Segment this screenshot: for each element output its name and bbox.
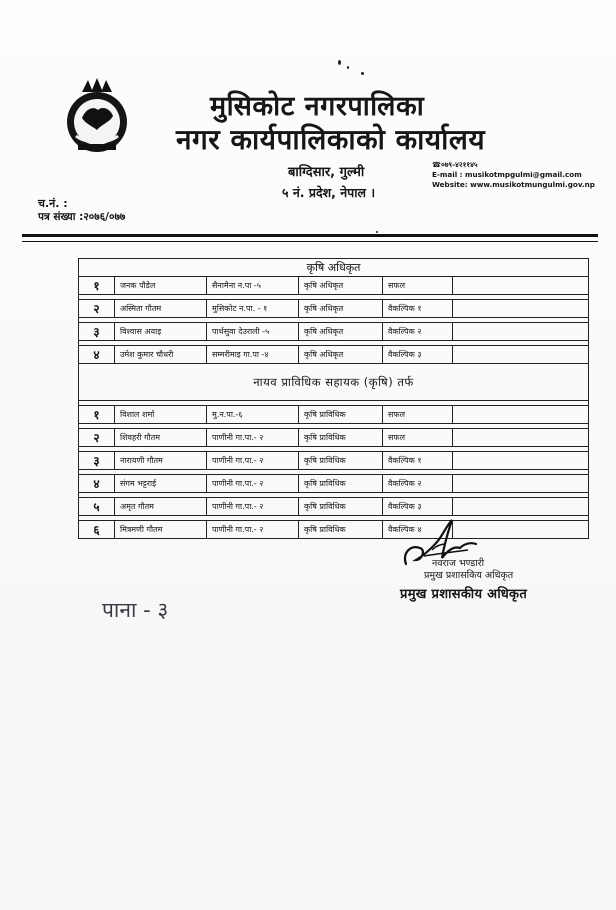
table-row (79, 498, 589, 516)
candidate-address: पार्थसुवा देउराली -५ (207, 323, 299, 341)
post-name: कृषि प्राविधिक (299, 452, 383, 470)
candidate-address: पाणीनी गा.पा.- २ (207, 452, 299, 470)
serial-number: ३ (79, 452, 115, 470)
phone-number: ☎०७९-४२११४५ (432, 160, 478, 169)
post-name: कृषि प्राविधिक (299, 475, 383, 493)
table-row (79, 475, 589, 493)
candidate-name: मित्रमणी गौतम (115, 521, 207, 539)
office-name: नगर कार्यपालिकाको कार्यालय (176, 123, 486, 156)
letter-number-label: पत्र संख्या :२०७६/०७७ (38, 211, 126, 223)
result-status: वैकल्पिक २ (383, 475, 453, 493)
ink-speck (376, 231, 378, 233)
remark-cell (453, 452, 589, 470)
handwritten-page-number: पाना - ३ (102, 598, 169, 622)
serial-number: ४ (79, 346, 115, 364)
section-heading-row (79, 259, 589, 277)
ink-speck (347, 66, 349, 69)
table-row (79, 323, 589, 341)
address-line-1: बाग्दिसार, गुल्मी (288, 165, 365, 180)
candidate-address: सम्मरीमाइ गा.पा -४ (207, 346, 299, 364)
municipality-name: मुसिकोट नगरपालिका (210, 91, 425, 122)
header-rule-thin (22, 241, 598, 242)
office-stamp: प्रमुख प्रशासकीय अधिकृत (400, 587, 528, 602)
post-name: कृषि अधिकृत (299, 300, 383, 318)
remark-cell (453, 475, 589, 493)
candidate-address: मु.न.पा.-६ (207, 406, 299, 424)
serial-number: ५ (79, 498, 115, 516)
serial-number: १ (79, 277, 115, 295)
website-address: Website: www.musikotmungulmi.gov.np (432, 180, 595, 189)
contact-block (432, 160, 595, 190)
serial-number: ६ (79, 521, 115, 539)
result-status: सफल (383, 429, 453, 447)
result-status: सफल (383, 277, 453, 295)
ink-speck (338, 60, 341, 65)
candidate-name: विशाल शर्मा (115, 406, 207, 424)
section-heading: नायव प्राविधिक सहायक (कृषि) तर्फ (79, 364, 589, 401)
post-name: कृषि प्राविधिक (299, 429, 383, 447)
result-status: सफल (383, 406, 453, 424)
nepal-emblem-icon (62, 78, 132, 154)
serial-number: १ (79, 406, 115, 424)
signatory-name: नवराज भण्डारी (432, 558, 485, 569)
table-row (79, 346, 589, 364)
post-name: कृषि प्राविधिक (299, 521, 383, 539)
result-status: वैकल्पिक १ (383, 300, 453, 318)
candidate-address: पाणीनी गा.पा.- २ (207, 475, 299, 493)
ink-speck (361, 72, 364, 75)
table-row (79, 300, 589, 318)
candidate-name: विश्वास अयाइ (115, 323, 207, 341)
post-name: कृषि प्राविधिक (299, 406, 383, 424)
post-name: कृषि प्राविधिक (299, 498, 383, 516)
result-status: वैकल्पिक ३ (383, 346, 453, 364)
candidate-address: पाणीनी गा.पा.- २ (207, 521, 299, 539)
candidate-name: संगम भट्टराई (115, 475, 207, 493)
candidate-address: सैनामैना न.पा -५ (207, 277, 299, 295)
remark-cell (453, 346, 589, 364)
section-heading-row (79, 364, 589, 401)
result-status: वैकल्पिक १ (383, 452, 453, 470)
signatory-title: प्रमुख प्रशासकिय अधिकृत (424, 570, 514, 581)
candidate-address: मुसिकोट न.पा. - १ (207, 300, 299, 318)
result-status: वैकल्पिक ४ (383, 521, 453, 539)
candidate-name: नारायणी गौतम (115, 452, 207, 470)
address-line-2: ५ नं. प्रदेश, नेपाल । (282, 185, 376, 200)
remark-cell (453, 429, 589, 447)
serial-number: ४ (79, 475, 115, 493)
candidate-address: पाणीनी गा.पा.- २ (207, 498, 299, 516)
result-status: वैकल्पिक २ (383, 323, 453, 341)
remark-cell (453, 406, 589, 424)
post-name: कृषि अधिकृत (299, 277, 383, 295)
serial-number: २ (79, 429, 115, 447)
table-row (79, 452, 589, 470)
email-address: E-mail : musikotmpgulmi@gmail.com (432, 170, 582, 179)
header-rule-thick (22, 234, 598, 237)
candidate-name: जनक पौडेल (115, 277, 207, 295)
candidate-name: अस्मिता गौतम (115, 300, 207, 318)
remark-cell (453, 277, 589, 295)
reference-number-label: च.नं. : (38, 197, 68, 210)
candidate-name: अमृत गौतम (115, 498, 207, 516)
serial-number: ३ (79, 323, 115, 341)
remark-cell (453, 323, 589, 341)
results-table (78, 258, 589, 539)
result-status: वैकल्पिक ३ (383, 498, 453, 516)
section-heading: कृषि अधिकृत (79, 259, 589, 277)
post-name: कृषि अधिकृत (299, 346, 383, 364)
table-row (79, 521, 589, 539)
remark-cell (453, 498, 589, 516)
table-row (79, 429, 589, 447)
candidate-address: पाणीनी गा.पा.- २ (207, 429, 299, 447)
candidate-name: शिवहरी गौतम (115, 429, 207, 447)
table-row (79, 406, 589, 424)
candidate-name: उमेश कुमार चौधरी (115, 346, 207, 364)
post-name: कृषि अधिकृत (299, 323, 383, 341)
remark-cell (453, 300, 589, 318)
serial-number: २ (79, 300, 115, 318)
table-row (79, 277, 589, 295)
